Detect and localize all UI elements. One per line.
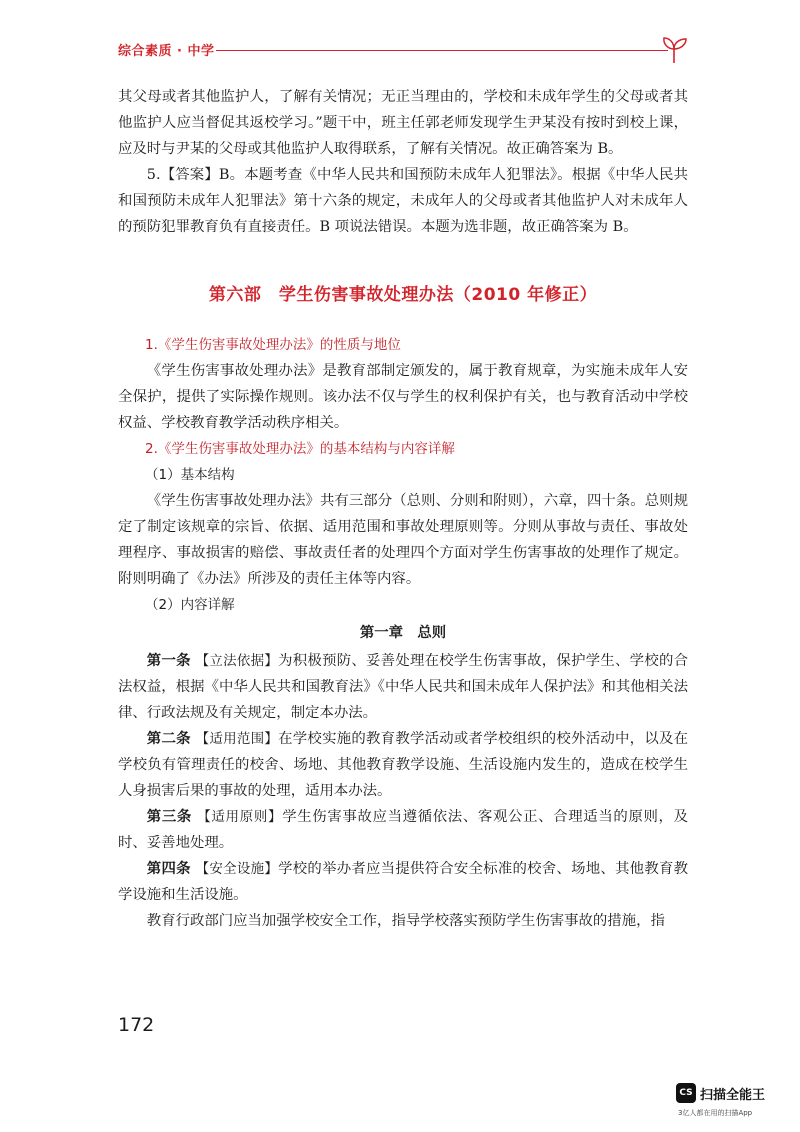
sub1-text: 《学生伤害事故处理办法》是教育部制定颁发的，属于教育规章，为实施未成年人安全保护，提供了实际操作规则。该办法不仅与学生的权利保护有关，也与教育活动中学校权益、学校教育教学活动秩序相关。 <box>118 363 688 431</box>
watermark-app-name: 扫描全能王 <box>700 1088 766 1103</box>
article-text: 学生伤害事故应当遵循依法、客观公正、合理适当的原则，及时、妥善地处理。 <box>118 809 688 851</box>
chapter-title: 第一章 总则 <box>359 624 447 641</box>
continuation-paragraph: 其父母或者其他监护人，了解有关情况；无正当理由的，学校和未成年学生的父母或者其他监护人应当督促其返校学习。”题干中，班主任郭老师发现学生尹某没有按时到校上课，应及时与尹某的父母或其他监护人取得联系，了解有关情况。故正确答案为 B。 <box>118 89 688 157</box>
answer-5-label: 5.【答案】B。 <box>146 167 245 183</box>
page-header <box>118 34 688 64</box>
structure-text: 《学生伤害事故处理办法》共有三部分（总则、分则和附则），六章，四十条。总则规定了制定该规章的宗旨、依据、适用范围和事故处理原则等。分则从事故与责任、事故处理程序、事故损害的赔偿、事故责任者的处理四个方面对学生伤害事故的处理作了规定。附则明确了《办法》所涉及的责任主体等内容。 <box>118 493 688 587</box>
camscanner-logo-icon: CS <box>676 1083 696 1103</box>
structure-heading: （1）基本结构 <box>145 467 235 483</box>
detail-heading: （2）内容详解 <box>145 597 235 613</box>
article-text: 为积极预防、妥善处理在校学生伤害事故，保护学生、学校的合法权益，根据《中华人民共和国教育法》《中华人民共和国未成年人保护法》和其他相关法律、行政法规及有关规定，制定本办法。 <box>118 653 689 721</box>
article-1 <box>118 648 688 726</box>
article-tag: 【安全设施】 <box>195 861 279 877</box>
header-title: 综合素质 · 中学 <box>118 44 215 59</box>
answer-5-text: 本题考查《中华人民共和国预防未成年人犯罪法》。根据《中华人民共和国预防未成年人犯罪法》第十六条的规定，未成年人的父母或者其他监护人对未成年人的预防犯罪教育负有直接责任。B 项说法错误。本题为选非题，故正确答案为 B。 <box>118 167 688 235</box>
article-4-continued: 教育行政部门应当加强学校安全工作，指导学校落实预防学生伤害事故的措施，指 <box>146 913 665 929</box>
header-rule <box>216 50 668 51</box>
page-content <box>118 84 688 934</box>
watermark-slogan: 3亿人都在用的扫描App <box>678 1109 753 1117</box>
article-text: 学校的举办者应当提供符合安全标准的校舍、场地、其他教育教学设施和生活设施。 <box>118 861 689 903</box>
article-tag: 【适用原则】 <box>197 809 283 825</box>
article-tag: 【适用范围】 <box>195 731 279 747</box>
article-number: 第一条 <box>146 652 191 669</box>
article-text: 在学校实施的教育教学活动或者学校组织的校外活动中，以及在学校负有管理责任的校舍、场地、其他教育教学设施、生活设施内发生的，造成在校学生人身损害后果的事故的处理，适用本办法。 <box>118 731 689 799</box>
article-4 <box>118 856 688 908</box>
article-tag: 【立法依据】 <box>195 653 279 669</box>
page-number: 172 <box>118 1014 155 1036</box>
answer-5-paragraph <box>118 162 688 240</box>
article-number: 第三条 <box>146 808 192 825</box>
article-2 <box>118 726 688 804</box>
sprout-icon <box>658 34 690 64</box>
section-title: 第六部 学生伤害事故处理办法（2010 年修正） <box>208 285 598 305</box>
article-3 <box>118 804 688 856</box>
scanner-watermark <box>676 1083 788 1123</box>
sub1-heading: 1.《学生伤害事故处理办法》的性质与地位 <box>145 337 401 353</box>
article-number: 第二条 <box>146 730 191 747</box>
sub2-heading: 2.《学生伤害事故处理办法》的基本结构与内容详解 <box>145 441 455 457</box>
article-number: 第四条 <box>146 860 191 877</box>
